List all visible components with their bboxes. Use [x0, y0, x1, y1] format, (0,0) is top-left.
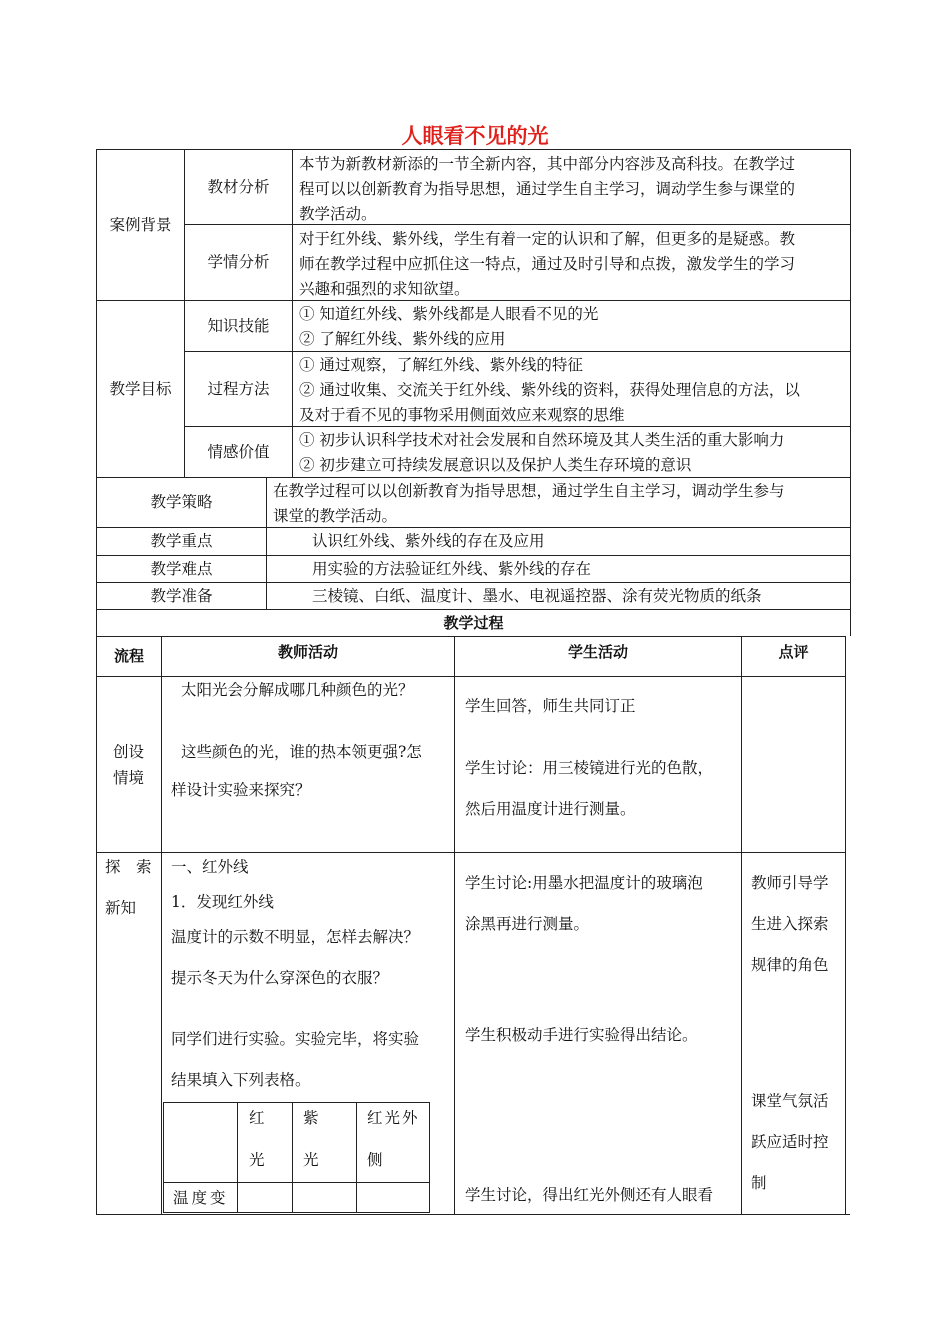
strategy-label: 教学策略 — [150, 493, 213, 511]
strategy-text: 在教学过程可以以创新教育为指导思想，通过学生自主学习，调动学生参与 课堂的教学活动。 — [273, 482, 785, 525]
row2-teacher-line6: 结果填入下列表格。 — [171, 1071, 311, 1089]
row2-comment-line5: 跃应适时控 — [751, 1133, 829, 1151]
textbook-analysis-label: 教材分析 — [207, 177, 270, 196]
process-method-label: 过程方法 — [207, 379, 270, 398]
results-col3-line1: 红光外 — [367, 1109, 420, 1127]
emotion-label: 情感价值 — [207, 442, 270, 461]
row2-teacher-line1: 一、红外线 — [171, 858, 249, 876]
knowledge-text: ① 知道红外线、紫外线都是人眼看不见的光 ② 了解红外线、紫外线的应用 — [299, 305, 599, 348]
row2-comment-line2: 生进入探索 — [751, 915, 829, 933]
background-label: 案例背景 — [109, 215, 172, 234]
header-teacher: 教师活动 — [277, 643, 338, 661]
process-method-text: ① 通过观察，了解红外线、紫外线的特征 ② 通过收集、交流关于红外线、紫外线的资料，获得处理信息的方法，以 及对于看不见的事物采用侧面效应来观察的思维 — [299, 356, 800, 424]
difficulty-text: 用实验的方法验证红外线、紫外线的存在 — [312, 560, 592, 578]
row2-comment-line3: 规律的角色 — [751, 956, 829, 974]
header-flow: 流程 — [113, 647, 144, 665]
row2-teacher-line3: 温度计的示数不明显，怎样去解决？ — [171, 928, 420, 946]
row1-teacher-line1: 太阳光会分解成哪几种颜色的光？ — [181, 681, 414, 699]
row2-comment-line4: 课堂气氛活 — [751, 1092, 829, 1110]
results-row-label: 温度变 — [173, 1189, 229, 1207]
row2-flow-line2: 新知 — [105, 899, 137, 917]
goals-label: 教学目标 — [109, 379, 172, 398]
row2-teacher-line2: 1．发现红外线 — [171, 893, 274, 911]
row1-teacher-line2: 这些颜色的光，谁的热本领更强?怎 — [181, 743, 422, 761]
row1-student-line2: 学生讨论：用三棱镜进行光的色散， — [465, 759, 714, 777]
row2-student-line4: 学生讨论，得出红光外侧还有人眼看 — [465, 1186, 714, 1204]
row1-student-line1: 学生回答，师生共同订正 — [465, 697, 636, 715]
difficulty-label: 教学难点 — [150, 559, 213, 578]
results-col1-line2: 光 — [249, 1151, 265, 1169]
emotion-text: ① 初步认识科学技术对社会发展和自然环境及其人类生活的重大影响力 ② 初步建立可持续发展意识以及保护人类生存环境的意识 — [299, 431, 785, 474]
row1-student-line3: 然后用温度计进行测量。 — [465, 800, 636, 818]
results-col2-line2: 光 — [303, 1151, 319, 1169]
results-col1-line1: 红 — [249, 1109, 265, 1127]
preparation-text: 三棱镜、白纸、温度计、墨水、电视遥控器、涂有荧光物质的纸条 — [312, 587, 762, 605]
row2-comment-line1: 教师引导学 — [751, 874, 829, 892]
row1-teacher-line3: 样设计实验来探究？ — [171, 781, 311, 799]
row2-student-line1: 学生讨论:用墨水把温度计的玻璃泡 — [465, 874, 703, 892]
row2-teacher-line4: 提示冬天为什么穿深色的衣服？ — [171, 969, 389, 987]
results-col2-line1: 紫 — [303, 1109, 319, 1127]
row2-student-line3: 学生积极动手进行实验得出结论。 — [465, 1026, 698, 1044]
results-col3-line2: 侧 — [367, 1151, 383, 1169]
process-title: 教学过程 — [443, 613, 504, 632]
preparation-label: 教学准备 — [150, 586, 213, 605]
key-point-text: 认识红外线、紫外线的存在及应用 — [312, 532, 545, 550]
page-title: 人眼看不见的光 — [401, 124, 549, 148]
key-point-label: 教学重点 — [150, 532, 213, 550]
row1-flow-line2: 情境 — [113, 769, 145, 787]
student-analysis-text: 对于红外线、紫外线，学生有着一定的认识和了解，但更多的是疑惑。教 师在教学过程中应抓住这一特点，通过及时引导和点拨，激发学生的学习 兴趣和强烈的求知欲望。 — [299, 230, 796, 298]
header-comment: 点评 — [778, 643, 809, 661]
header-student: 学生活动 — [567, 643, 628, 661]
row1-flow-line1: 创设 — [113, 743, 145, 761]
row2-flow-line1: 探 索 — [105, 858, 152, 876]
row2-comment-line6: 制 — [751, 1174, 767, 1192]
row2-student-line2: 涂黑再进行测量。 — [465, 915, 590, 933]
knowledge-label: 知识技能 — [207, 316, 270, 335]
row2-teacher-line5: 同学们进行实验。实验完毕，将实验 — [171, 1030, 420, 1048]
student-analysis-label: 学情分析 — [207, 253, 270, 271]
textbook-analysis-text: 本节为新教材新添的一节全新内容，其中部分内容涉及高科技。在教学过 程可以以创新教育为指导思想，通过学生自主学习，调动学生参与课堂的 教学活动。 — [299, 155, 796, 223]
